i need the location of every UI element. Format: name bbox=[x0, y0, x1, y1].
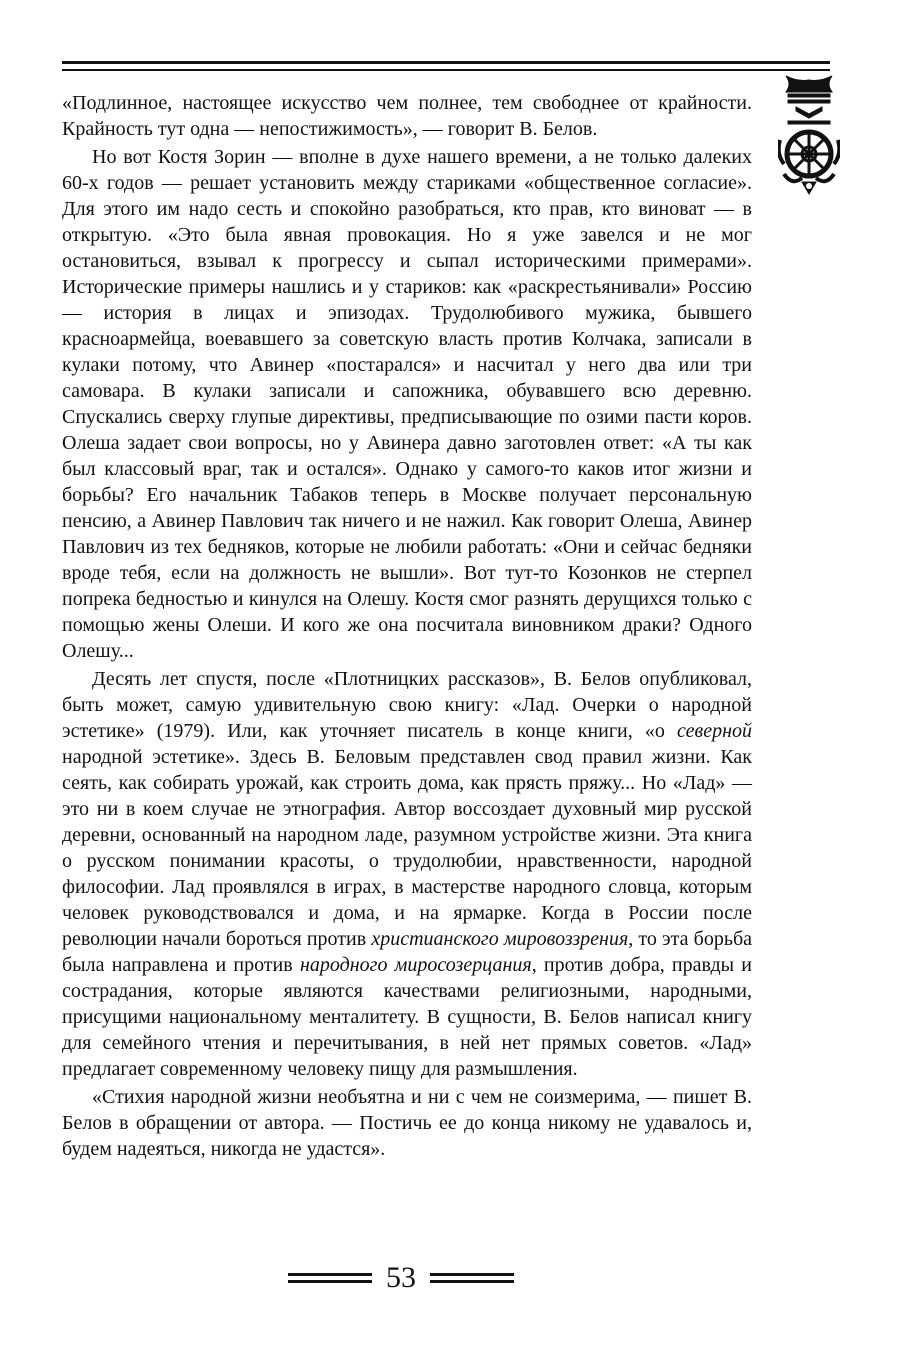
paragraph bbox=[62, 666, 752, 1082]
footer-rule-left bbox=[288, 1273, 372, 1283]
emphasis-text: христианского мировоззрения bbox=[371, 928, 629, 950]
article-body bbox=[62, 90, 752, 1162]
top-rule bbox=[62, 61, 830, 64]
text-segment: Десять лет спустя, после «Плотницких рассказов», В. Белов опубликовал, быть может, самую удивительную свою книгу: «Лад. Очерки о народной эстетике» (1979). Или, как уточняет писатель в конце книги, «о bbox=[62, 668, 752, 742]
emphasis-text: северной bbox=[677, 720, 752, 742]
text-segment: народной эстетике». Здесь В. Беловым представлен свод правил жизни. Как сеять, как собирать урожай, как строить дома, как прясть пряжу... Но «Лад» — это ни в коем случае не этнография. Автор воссоздает духовный мир русской деревни, основанный на народном ладе, разумном устройстве жизни. Эта книга о русском понимании красоты, о трудолюбии, нравственности, народной философии. Лад проявлялся в играх, в мастерстве народного словца, которым человек руководствовался и дома, и на ярмарке. Когда в России после революции начали бороться против bbox=[62, 746, 752, 950]
text-segment: , то эта борьба была направлена и против bbox=[62, 928, 752, 976]
footer-rule-right bbox=[430, 1273, 514, 1283]
folk-ornament-icon bbox=[778, 74, 840, 196]
emphasis-text: народного миросозерцания bbox=[299, 954, 532, 976]
page-number: 53 bbox=[386, 1261, 416, 1294]
paragraph: «Подлинное, настоящее искусство чем полнее, тем свободнее от крайности. Крайность тут одна — непостижимость», — говорит В. Белов. bbox=[62, 92, 752, 140]
text-segment: , против добра, правды и сострадания, которые являются качествами религиозными, народными, присущими национальному менталитету. В сущности, В. Белов написал книгу для семейного чтения и перечитывания, в ней нет прямых советов. «Лад» предлагает современному человеку пищу для размышления. bbox=[62, 954, 752, 1080]
paragraph: «Стихия народной жизни необъятна и ни с чем не соизмерима, — пишет В. Белов в обращении от автора. — Постичь ее до конца никому не удавалось и, будем надеяться, никогда не удастся». bbox=[62, 1086, 752, 1160]
page-footer bbox=[0, 1258, 907, 1298]
top-rule-thin bbox=[62, 69, 830, 71]
paragraph: Но вот Костя Зорин — вполне в духе нашего времени, а не только далеких 60-х годов — решает установить между стариками «общественное согласие». Для этого им надо сесть и спокойно разобраться, кто прав, кто виноват — в открытую. «Это была явная провокация. Но я уже завелся и не мог остановиться, взывал к прогрессу и сыпал историческими примерами». Исторические примеры нашлись и у стариков: как «раскрестьянивали» Россию — история в лицах и эпизодах. Трудолюбивого мужика, бывшего красноармейца, воевавшего за советскую власть против Колчака, записали в кулаки потому, что Авинер «постарался» и насчитал у него два или три самовара. В кулаки записали и сапожника, обувавшего всю деревню. Спускались сверху глупые директивы, предписывающие по озими пасти коров. Олеша задает свои вопросы, но у Авинера давно заготовлен ответ: «А ты как был классовый враг, так и остался». Однако у самого-то каков итог жизни и борьбы? Его начальник Табаков теперь в Москве получает персональную пенсию, а Авинер Павлович так ничего и не нажил. Как говорит Олеша, Авинер Павлович из тех бедняков, которые не любили работать: «Они и сейчас бедняки вроде тебя, если на должность не вышли». Вот тут-то Козонков не стерпел попрека бедностью и кинулся на Олешу. Костя смог разнять дерущихся только с помощью жены Олеши. И кого же она посчитала виновником драки? Одного Олешу... bbox=[62, 146, 752, 662]
